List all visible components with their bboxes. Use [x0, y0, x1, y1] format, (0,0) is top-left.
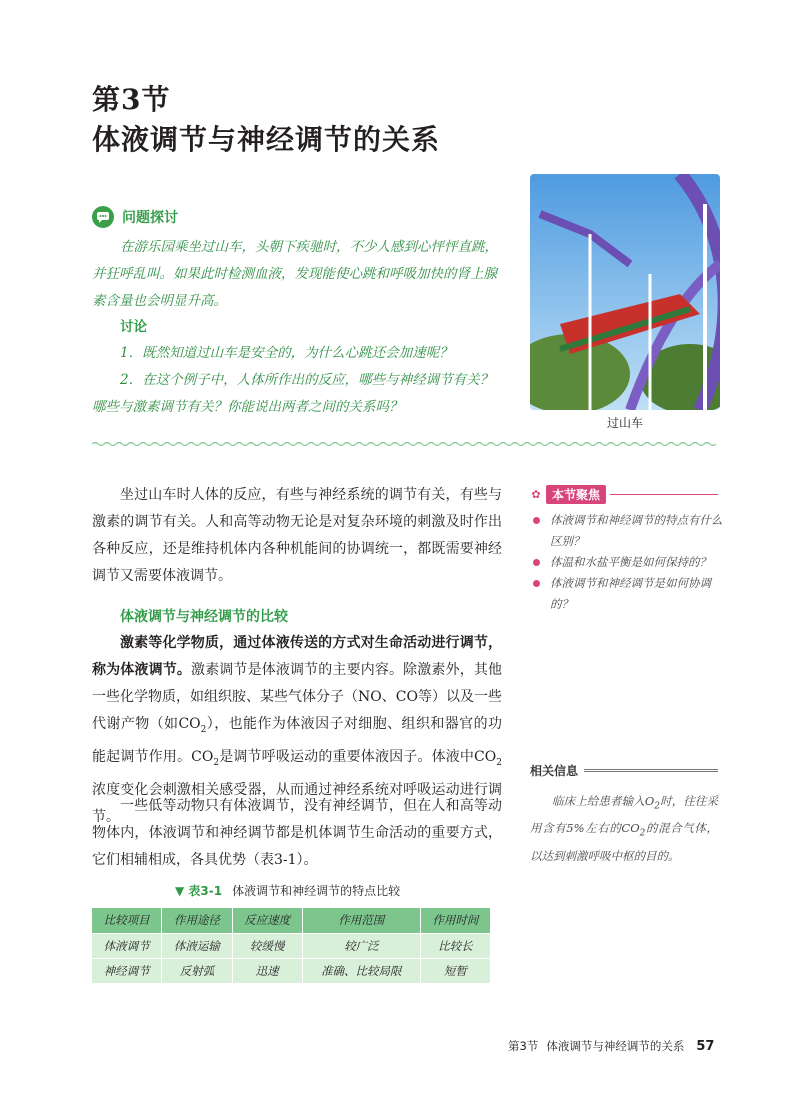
- comparison-table: [92, 908, 490, 984]
- photo-caption: 过山车: [606, 416, 643, 430]
- subscript-2: 2: [496, 757, 502, 768]
- focus-header: [530, 485, 718, 504]
- table-cell: 比较长: [420, 933, 490, 958]
- table-cell: 准确、比较局限: [302, 958, 420, 983]
- list-item: 体液调节和神经调节的特点有什么区别？: [530, 510, 730, 552]
- table-cell: 较广泛: [302, 933, 420, 958]
- table-caption-text: 体液调节和神经调节的特点比较: [232, 884, 401, 898]
- flower-icon: ✿: [531, 488, 541, 501]
- discussion-question-2: 2．在这个例子中，人体所作出的反应，哪些与神经调节有关？哪些与激素调节有关？你能说出两者之间的关系吗？: [92, 372, 494, 415]
- discussion-title: 问题探讨: [122, 210, 178, 226]
- page-footer: [508, 1038, 714, 1054]
- table-header: 作用途径: [162, 908, 232, 933]
- lower-animals-paragraph: 一些低等动物只有体液调节，没有神经调节，但在人和高等动物体内，体液调节和神经调节都是机体调节生命活动的重要方式，它们相辅相成，各具优势（表3-1）。: [92, 798, 502, 868]
- related-info-text: [530, 790, 718, 867]
- footer-section: 第3节: [508, 1039, 539, 1053]
- table-cell: 体液运输: [162, 933, 232, 958]
- discussion-question-1: 1．既然知道过山车是安全的，为什么心跳还会加速呢？: [120, 345, 453, 361]
- wavy-divider: [92, 441, 717, 447]
- table-cell: 反射弧: [162, 958, 232, 983]
- hormone-text-d: 浓度变化会刺激相关感受器，从而通过神经系统对呼吸运动进行调节。: [92, 781, 502, 825]
- list-item: 体温和水盐平衡是如何保持的？: [530, 552, 730, 573]
- table-caption: [175, 882, 400, 899]
- table-header: 作用范围: [302, 908, 420, 933]
- divider: [584, 769, 718, 772]
- table-cell: 迅速: [232, 958, 302, 983]
- table-cell: 体液调节: [92, 933, 162, 958]
- hormone-text-b: ），也能作为体液因子对细胞、组织和器官的功能起调节作用。CO: [92, 716, 502, 765]
- table-number-text: 表3-1: [188, 884, 223, 898]
- definition-text: 激素等化学物质，通过体液传送的方式对生命活动进行调节，称为体液调节。: [92, 635, 502, 678]
- subheading: 体液调节与神经调节的比较: [120, 609, 288, 625]
- related-info-label: 相关信息: [530, 764, 579, 778]
- table-header-row: [92, 908, 490, 933]
- subscript-2: 2: [200, 724, 207, 735]
- related-info-header: [530, 762, 718, 779]
- table-row: [92, 933, 490, 958]
- info-text-a: 临床上给患者输入O: [552, 794, 655, 808]
- focus-label: 本节聚焦: [546, 485, 606, 504]
- footer-title: 体液调节与神经调节的关系: [546, 1039, 685, 1053]
- subscript-2: 2: [639, 828, 646, 839]
- intro-paragraph: 坐过山车时人体的反应，有些与神经系统的调节有关，有些与激素的调节有关。人和高等动物无论是对复杂环境的刺激及时作出各种反应，还是维持机体内各种机能间的协调统一，都既需要神经调节又需要体液调节。: [92, 487, 502, 584]
- page-number: 57: [696, 1039, 715, 1054]
- table-header: 比较项目: [92, 908, 162, 933]
- section-number: 第3节: [92, 83, 171, 116]
- subscript-2: 2: [654, 801, 660, 812]
- focus-list: [530, 510, 730, 615]
- hormone-text-c: 是调节呼吸运动的重要体液因子。体液中CO: [219, 748, 497, 765]
- roller-coaster-photo: [530, 174, 720, 410]
- table-header: 反应速度: [232, 908, 302, 933]
- table-row: [92, 958, 490, 983]
- table-cell: 较缓慢: [232, 933, 302, 958]
- chat-bubble-icon: [92, 206, 114, 228]
- table-number: ▼ 表3-1: [175, 884, 223, 898]
- list-item: 体液调节和神经调节是如何协调的？: [530, 573, 730, 615]
- table-cell: 短暂: [420, 958, 490, 983]
- discussion-paragraph: 在游乐园乘坐过山车，头朝下疾驰时，不少人感到心怦怦直跳，并狂呼乱叫。如果此时检测血液，发现能使心跳和呼吸加快的肾上腺素含量也会明显升高。: [92, 239, 498, 309]
- discussion-subtitle: 讨论: [120, 319, 147, 335]
- divider: [610, 494, 718, 495]
- table-cell: 神经调节: [92, 958, 162, 983]
- page-title: 体液调节与神经调节的关系: [92, 123, 441, 156]
- discussion-header: [92, 206, 178, 228]
- info-text-b: 时，往往采用含有5%左右的CO: [530, 794, 718, 836]
- table-header: 作用时间: [420, 908, 490, 933]
- subscript-2: 2: [213, 757, 220, 768]
- hormone-text-a: 激素调节是体液调节的主要内容。除激素外，其他一些化学物质，如组织胺、某些气体分子（NO、CO等）以及一些代谢产物（如CO: [92, 662, 502, 732]
- info-text-c: 的混合气体，以达到刺激呼吸中枢的目的。: [530, 821, 718, 863]
